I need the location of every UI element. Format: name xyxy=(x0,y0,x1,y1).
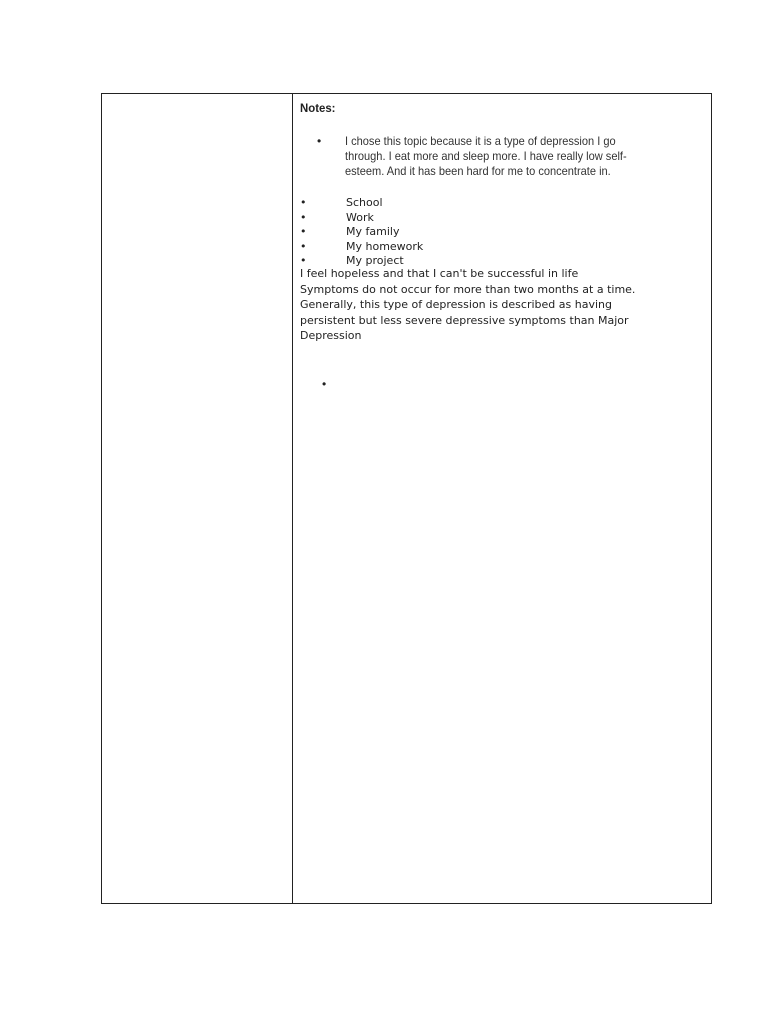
bullet-icon: • xyxy=(300,196,307,209)
list-item xyxy=(300,196,423,211)
bullet-icon: • xyxy=(300,254,307,267)
empty-bullet-icon: • xyxy=(322,377,327,391)
left-cell xyxy=(102,94,293,903)
list-item-label: School xyxy=(346,196,383,209)
list-item xyxy=(300,211,423,226)
paragraph-line: I feel hopeless and that I can't be successful in life xyxy=(300,267,579,280)
bullet-icon: • xyxy=(300,210,307,224)
list-item-label: Work xyxy=(346,210,374,224)
paragraph-line: Depression xyxy=(300,329,362,342)
intro-bullet-text xyxy=(345,134,650,179)
paragraph-line: Symptoms do not occur for more than two months at a time. xyxy=(300,282,636,296)
list-item xyxy=(300,225,423,240)
notes-heading: Notes: xyxy=(300,101,336,115)
bullet-icon: • xyxy=(300,239,307,253)
list-item-label: My homework xyxy=(346,239,424,253)
bullet-icon: • xyxy=(300,225,307,238)
notes-cell xyxy=(293,94,711,903)
list-item xyxy=(300,240,423,255)
notes-paragraph xyxy=(300,266,700,344)
paragraph-line: persistent but less severe depressive symptoms than Major xyxy=(300,313,629,327)
list-item-label: My project xyxy=(346,254,404,267)
bullet-icon: • xyxy=(317,134,322,148)
intro-line: esteem. And it has been hard for me to concentrate in. xyxy=(345,164,611,178)
list-item-label: My family xyxy=(346,225,400,238)
intro-line: I chose this topic because it is a type of depression I go xyxy=(345,134,616,148)
intro-line: through. I eat more and sleep more. I have really low self- xyxy=(345,149,627,163)
intro-bullet-item xyxy=(317,134,677,179)
paragraph-line: Generally, this type of depression is described as having xyxy=(300,298,612,311)
notes-table xyxy=(101,93,712,904)
sub-list xyxy=(300,196,423,269)
